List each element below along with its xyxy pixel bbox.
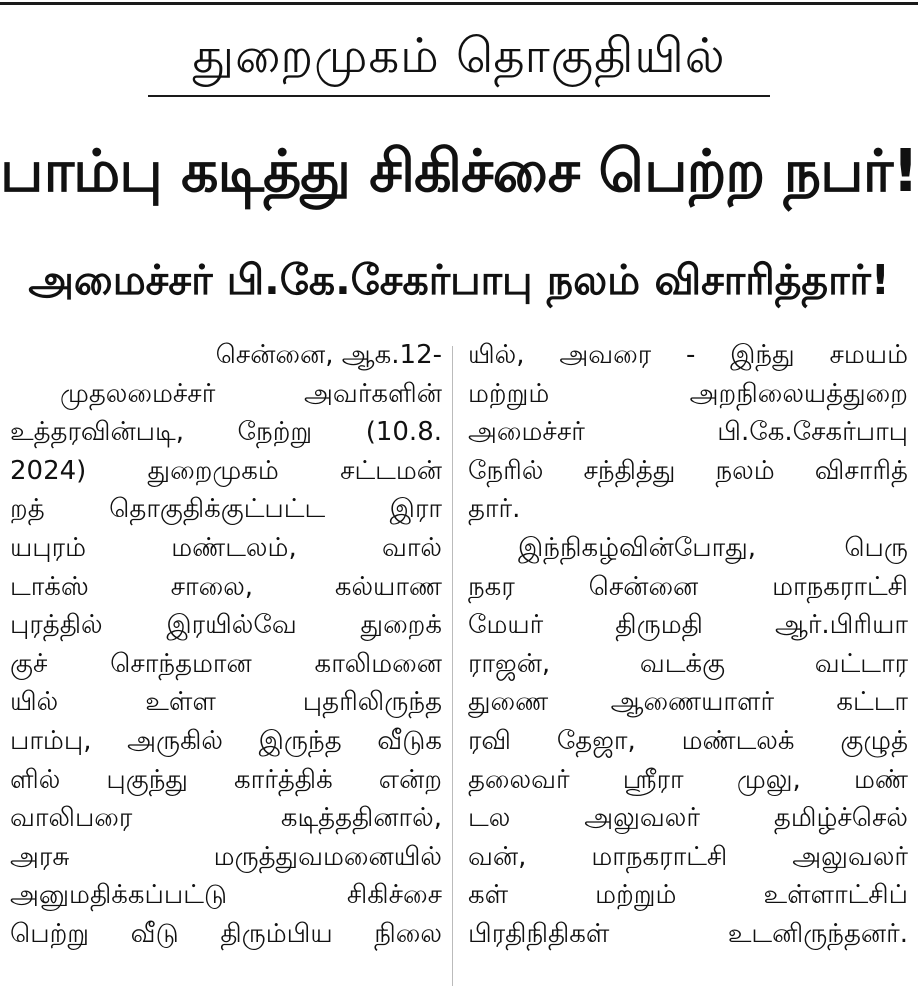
body-line: தலைவர் ஸ்ரீரா முலு, மண்	[468, 764, 908, 795]
body-line: யில் உள்ள புதரிலிருந்த	[10, 687, 442, 718]
body-line: நகர சென்னை மாநகராட்சி	[468, 571, 908, 602]
kicker-underline	[148, 95, 770, 97]
main-headline: பாம்பு கடித்து சிகிச்சை பெற்ற நபர்!	[0, 137, 918, 205]
body-line: இந்நிகழ்வின்போது, பெரு	[518, 532, 908, 563]
sub-headline: அமைச்சர் பி.கே.சேகர்பாபு நலம் விசாரித்தார்!	[28, 256, 890, 304]
dateline: சென்னை, ஆக.12-	[215, 340, 442, 370]
body-line: துணை ஆணையாளர் கட்டா	[468, 687, 908, 718]
body-line: முதலமைச்சர் அவர்களின்	[60, 378, 442, 409]
body-line: உத்தரவின்படி, நேற்று (10.8.	[10, 417, 442, 448]
body-line: நேரில் சந்தித்து நலம் விசாரித்	[468, 455, 908, 486]
body-line: றத் தொகுதிக்குட்பட்ட இரா	[10, 494, 442, 525]
column-divider	[452, 346, 453, 986]
body-line: யில், அவரை - இந்து சமயம்	[468, 340, 908, 370]
body-line: டல அலுவலர் தமிழ்ச்செல்	[468, 803, 908, 834]
body-line: மற்றும் அறநிலையத்துறை	[468, 378, 908, 409]
body-line: மேயர் திருமதி ஆர்.பிரியா	[468, 610, 908, 641]
body-line: புரத்தில் இரயில்வே துறைக்	[10, 610, 442, 641]
body-line: டாக்ஸ் சாலை, கல்யாண	[10, 571, 442, 602]
body-line: அனுமதிக்கப்பட்டு சிகிச்சை	[10, 880, 442, 911]
body-line: குச் சொந்தமான காலிமனை	[10, 648, 442, 679]
body-line: 2024) துறைமுகம் சட்டமன்	[10, 455, 442, 486]
body-line: ராஜன், வடக்கு வட்டார	[468, 648, 908, 679]
kicker-heading: துறைமுகம் தொகுதியில்	[192, 28, 726, 84]
body-line: அரசு மருத்துவமனையில்	[10, 841, 442, 872]
body-line: வாலிபரை கடித்ததினால்,	[10, 803, 442, 834]
body-line: பெற்று வீடு திரும்பிய நிலை	[10, 918, 442, 949]
top-rule	[0, 2, 918, 5]
body-line: ரவி தேஜா, மண்டலக் குழுத்	[468, 725, 908, 756]
body-line: பாம்பு, அருகில் இருந்த வீடுக	[10, 725, 442, 756]
body-line: தார்.	[468, 494, 521, 525]
body-line: பிரதிநிதிகள் உடனிருந்தனர்.	[468, 918, 908, 949]
body-line: வன், மாநகராட்சி அலுவலர்	[468, 841, 908, 872]
body-line: யபுரம் மண்டலம், வால்	[10, 532, 442, 563]
article-column-left	[10, 336, 442, 954]
article-column-right	[468, 336, 908, 954]
body-line: அமைச்சர் பி.கே.சேகர்பாபு	[468, 417, 908, 448]
body-line: ளில் புகுந்து கார்த்திக் என்ற	[10, 764, 442, 795]
body-line: கள் மற்றும் உள்ளாட்சிப்	[468, 880, 908, 911]
